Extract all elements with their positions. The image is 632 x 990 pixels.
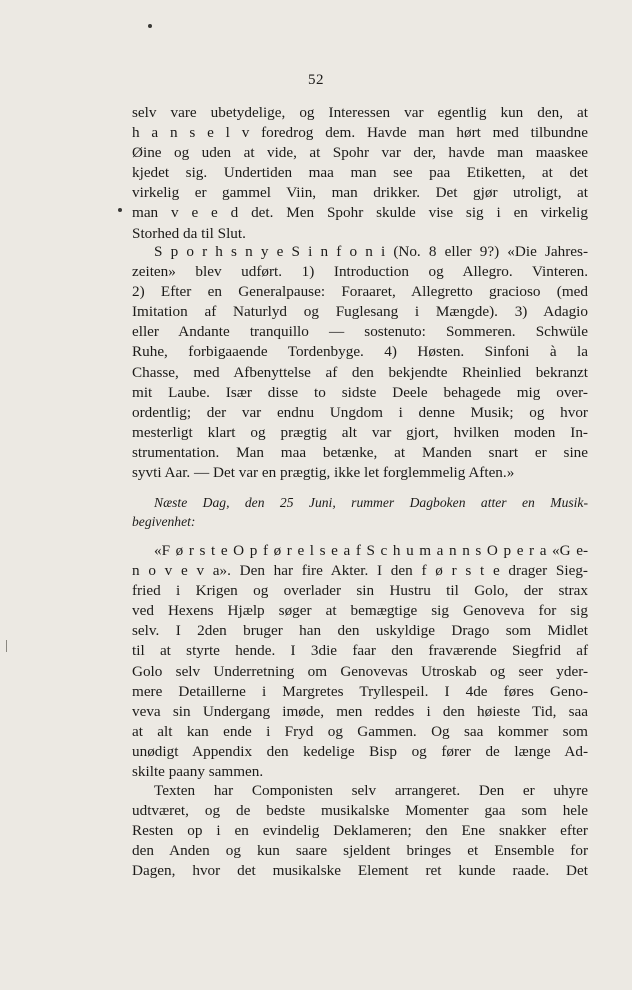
text-line: h a n s e l v foredrog dem. Havde man hørt med tilbundne <box>132 124 588 142</box>
editorial-note <box>132 494 588 531</box>
text-line: n o v e v a». Den har fire Akter. I den f ø r s t e drager Sieg- <box>132 562 588 580</box>
text-line: Dagen, hvor det musikalske Element ret kunde raade. Det <box>132 862 588 880</box>
text-line: Storhed da til Slut. <box>132 224 246 242</box>
text-line: Øine og uden at vide, at Spohr var der, havde man maaskee <box>132 144 588 162</box>
text-line: mesterligt klart og prægtig alt var gjort, hvilken moden In- <box>132 423 588 441</box>
text-line: selv vare ubetydelige, og Interessen var egentlig kun den, at <box>132 104 588 121</box>
note-line: begivenhet: <box>132 513 196 529</box>
text-line: S p o r h s n y e S i n f o n i (No. 8 eller 9?) «Die Jahres- <box>154 243 588 260</box>
page-number: 52 <box>308 72 324 88</box>
text-line: kjedet sig. Undertiden maa man see paa Etiketten, at det <box>132 164 588 182</box>
paragraph-genoveva-premiere <box>132 541 588 782</box>
text-line: udtværet, og de bedste musikalske Momenter gaa som hele <box>132 802 588 820</box>
text-line: «F ø r s t e O p f ø r e l s e a f S c h u m a n n s O p e r a «G e- <box>154 542 588 559</box>
text-line: mere Detaillerne i Margretes Tryllespeil. I 4de føres Geno- <box>132 682 588 700</box>
paragraph-spohr-symphony <box>132 242 588 483</box>
text-line: virkelig er gammel Viin, man drikker. Det gjør utroligt, at <box>132 184 588 202</box>
text-line: syvti Aar. — Det var en prægtig, ikke let forglemmelig Aften.» <box>132 464 515 482</box>
note-line: Næste Dag, den 25 Juni, rummer Dagboken atter en Musik- <box>154 495 588 510</box>
paragraph-libretto-critique <box>132 781 588 881</box>
text-line: den Anden og kun saare sjeldent bringes et Ensemble for <box>132 842 588 860</box>
text-line: ved Hexens Hjælp søger at bemægtige sig Genoveva for sig <box>132 602 588 620</box>
text-line: veva sin Undergang imøde, men reddes i den høieste Tid, saa <box>132 702 588 720</box>
text-line: strumentation. Man maa betænke, at Manden snart er sine <box>132 443 588 461</box>
text-line: 2) Efter en Generalpause: Foraaret, Allegretto gracioso (med <box>132 283 588 301</box>
text-line: skilte paany sammen. <box>132 763 264 781</box>
text-line: at alt kan ende i Fryd og Gammen. Og saa kommer som <box>132 722 588 740</box>
text-line: man v e e d det. Men Spohr skulde vise sig i en virkelig <box>132 204 588 222</box>
margin-dot-mark <box>118 208 122 212</box>
text-line: eller Andante tranquillo — sostenuto: Sommeren. Schwüle <box>132 323 588 341</box>
text-line: unødigt Appendix den kedelige Bisp og fører de længe Ad- <box>132 742 588 760</box>
text-line: zeiten» blev udført. 1) Introduction og Allegro. Vinteren. <box>132 263 588 281</box>
text-line: Chasse, med Afbenyttelse af den bekjendte Rheinlied bekranzt <box>132 363 588 381</box>
paragraph-spohr-performance <box>132 103 588 244</box>
text-line: Golo selv Underretning om Genovevas Utroskab og seer yder- <box>132 662 588 680</box>
text-line: Ruhe, forbigaaende Tordenbyge. 4) Høsten. Sinfoni à la <box>132 343 588 361</box>
speck-mark <box>148 24 152 28</box>
text-line: til at styrte hende. I 3die faar den fraværende Siegfrid af <box>132 642 588 660</box>
text-line: Texten har Componisten selv arrangeret. Den er uhyre <box>154 782 588 799</box>
text-line: ordentlig; der var endnu Ungdom i denne Musik; og hvor <box>132 403 588 421</box>
text-line: selv. I 2den bruger han den uskyldige Drago som Midlet <box>132 622 588 640</box>
text-line: Imitation af Naturlyd og Fuglesang i Mængde). 3) Adagio <box>132 303 588 321</box>
text-line: fried i Krigen og overlader sin Hustru til Golo, der strax <box>132 582 588 600</box>
text-line: Resten op i en evindelig Deklameren; den Ene snakker efter <box>132 822 588 840</box>
margin-tick-mark <box>6 640 7 652</box>
text-line: mit Laube. Især disse to sidste Deele behagede mig over- <box>132 383 588 401</box>
